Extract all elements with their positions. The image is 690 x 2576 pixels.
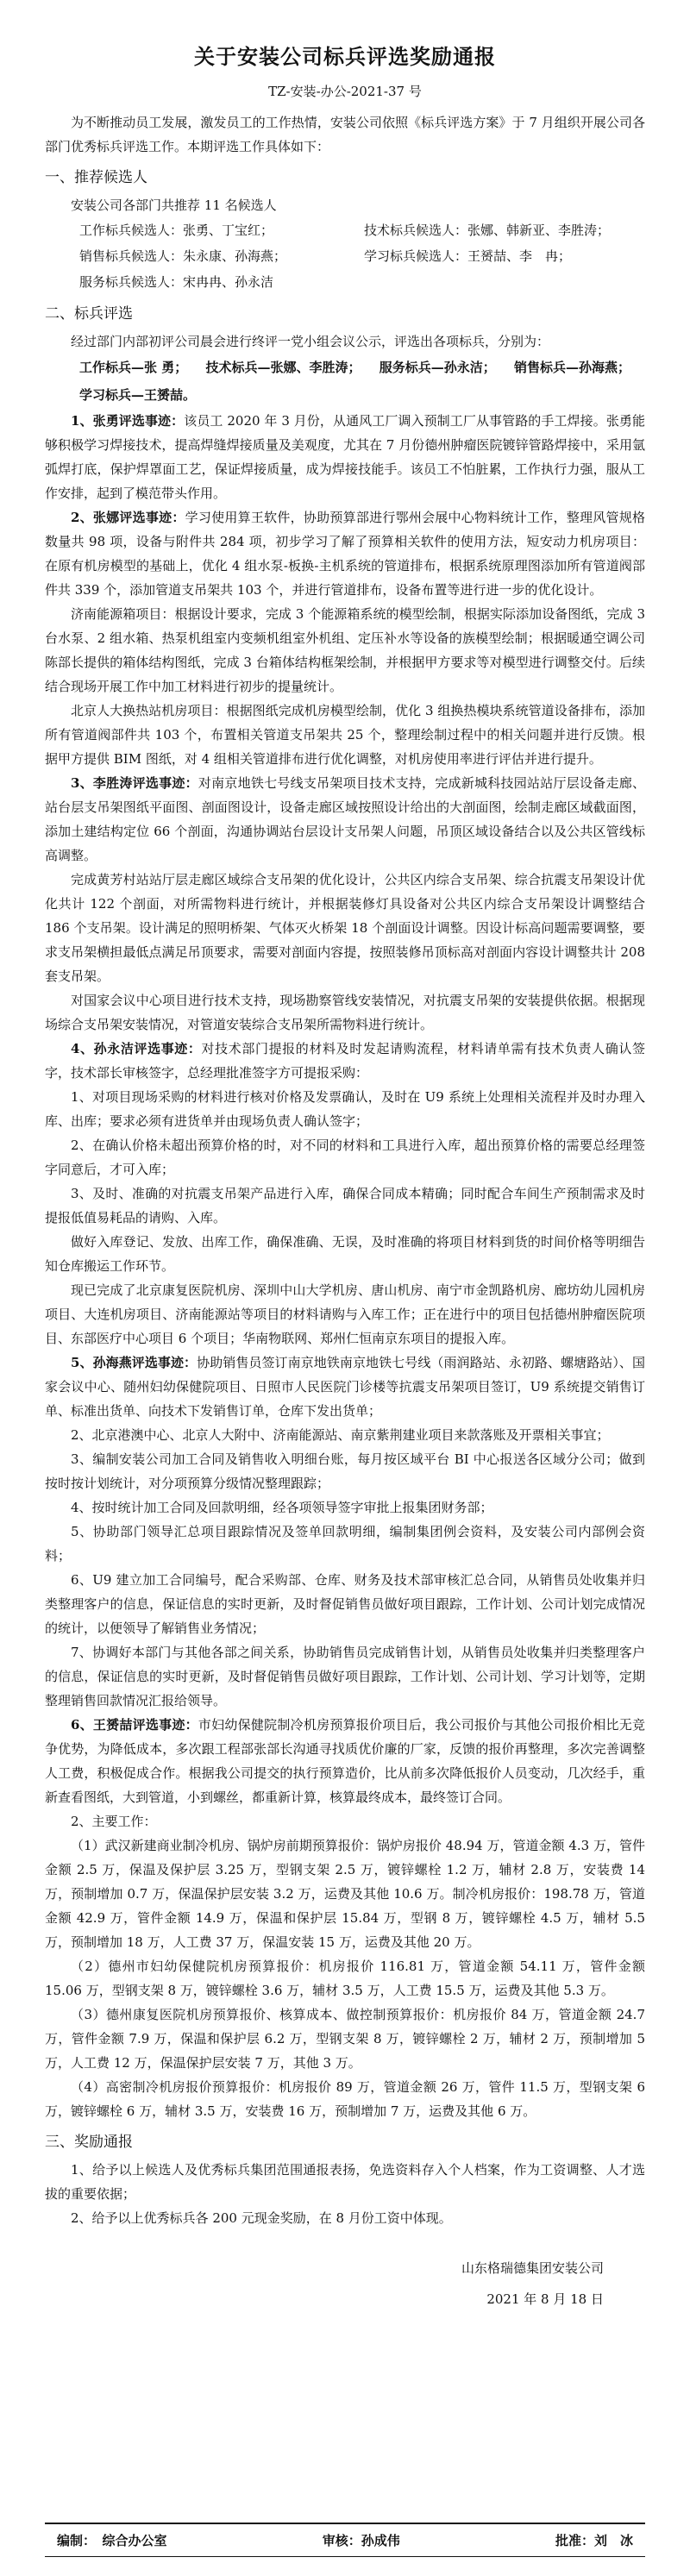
signature-block [45, 2253, 645, 2315]
citation-text: 对南京地铁七号线支吊架项目技术支持，完成新城科技园站站厅层设备走廊、站台层支吊架图纸平面图、剖面图设计，设备走廊区域按照设计给出的大剖面图，绘制走廊区域截面图，添加土建结构定位 66 个剖面，沟通协调站台层设计支吊架人问题，吊顶区域设备结合以及公共区管线标高调整。 [45, 775, 645, 863]
detail-paragraph: 1、对项目现场采购的材料进行核对价格及发票确认，及时在 U9 系统上处理相关流程并及时办理入库、出库；要求必须有进货单并由现场负责人确认签字； [45, 1089, 645, 1129]
candidate-grid [45, 217, 645, 295]
citation-text: 协助销售员签订南京地铁南京地铁七号线（雨润路站、永初路、螺塘路站）、国家会议中心、随州妇幼保健院项目、日照市人民医院门诊楼等抗震支吊架项目签订，U9 系统提交销售订单、标准出货单、向技术下发销售订单，仓库下发出货单； [45, 1355, 645, 1419]
approval-footer [45, 2523, 645, 2557]
candidate-cell: 技术标兵候选人：张娜、韩新亚、李胜涛； [364, 223, 611, 238]
reward-item: 1、给予以上候选人及优秀标兵集团范围通报表扬，免选资料存入个人档案，作为工资调整、人才选拔的重要依据； [45, 2162, 645, 2202]
section-1-lead: 安装公司各部门共推荐 11 名候选人 [71, 197, 277, 213]
winner-item: 工作标兵—张 勇； [79, 360, 188, 375]
section-1-heading: 一、推荐候选人 [45, 169, 147, 186]
detail-paragraph: （1）武汉新建商业制冷机房、锅炉房前期预算报价：锅炉房报价 48.94 万，管道金额 4.3 万，管件金额 2.5 万，保温及保护层 3.25 万，型钢支架 2.5 万，镀锌螺栓 1.2 万，辅材 2.8 万，安装费 14 万，预制增加 0.7 万，保温保护层安装 3.2 万，运费及其他 10.6 万。制冷机房报价：198.78 万，管道金额 42.9 万，管件金额 14.9 万，保温和保护层 15.84 万，型钢 8 万，镀锌螺栓 4.5 万，辅材 5.5 万，预制增加 18 万，人工费 37 万，保温安装 15 万，运费及其他 20 万。 [45, 1838, 645, 1950]
detail-paragraph: 3、及时、准确的对抗震支吊架产品进行入库，确保合同成本精确；同时配合车间生产预制需求及时提报低值易耗品的请购、入库。 [45, 1186, 645, 1225]
candidate-cell: 工作标兵候选人：张勇、丁宝红； [79, 223, 274, 238]
winner-list [45, 354, 645, 409]
citation-list [45, 409, 645, 2123]
candidate-cell: 学习标兵候选人：王赟喆、李 冉； [364, 248, 572, 264]
document-title: 关于安装公司标兵评选奖励通报 [194, 44, 496, 69]
citation-heading: 5、孙海燕评选事迹： [71, 1355, 198, 1370]
detail-paragraph: 现已完成了北京康复医院机房、深圳中山大学机房、唐山机房、南宁市金凯路机房、廊坊幼儿园机房项目、大连机房项目、济南能源站等项目的材料请购与入库工作；正在进行中的项目包括德州肿瘤医院项目、东部医疗中心项目 6 个项目；华南物联网、郑州仁恒南京东项目的提报入库。 [45, 1282, 645, 1346]
detail-paragraph: 做好入库登记、发放、出库工作，确保准确、无误，及时准确的将项目材料到货的时间价格等明细告知仓库搬运工作环节。 [45, 1234, 645, 1274]
detail-paragraph: 2、北京港澳中心、北京人大附中、济南能源站、南京紫荆建业项目来款落账及开票相关事宜； [71, 1427, 610, 1443]
section-2-lead: 经过部门内部初评公司晨会进行终评一党小组会议公示，评选出各项标兵，分别为： [71, 334, 550, 349]
reward-item: 2、给予以上优秀标兵各 200 元现金奖励，在 8 月份工资中体现。 [71, 2210, 452, 2226]
detail-paragraph: （3）德州康复医院机房预算报价、核算成本、做控制预算报价：机房报价 84 万，管道金额 24.7 万，管件金额 7.9 万，保温和保护层 6.2 万，型钢支架 8 万，镀锌螺栓 2 万，辅材 2 万，预制增加 5 万，人工费 12 万，保温保护层安装 7 万，其他 3 万。 [45, 2007, 645, 2071]
citation-heading: 4、孙永洁评选事迹： [71, 1041, 202, 1056]
citation-paragraph [45, 1713, 645, 1809]
detail-paragraph: （4）高密制冷机房报价预算报价：机房报价 89 万，管道金额 26 万，管件 11.5 万，型钢支架 6 万，镀锌螺栓 6 万，辅材 3.5 万，安装费 16 万，预制增加 7 万，运费及其他 6 万。 [45, 2079, 645, 2119]
candidate-cell [364, 269, 683, 295]
issue-date: 2021 年 8 月 18 日 [486, 2291, 604, 2307]
citation-paragraph [45, 1037, 645, 1085]
candidate-cell: 服务标兵候选人：宋冉冉、孙永洁 [79, 274, 274, 290]
winner-item: 技术标兵—张娜、李胜涛； [205, 360, 361, 375]
winner-item: 销售标兵—孙海燕； [513, 360, 630, 375]
citation-heading: 3、李胜涛评选事迹： [71, 775, 198, 791]
citation-heading: 2、张娜评选事迹： [71, 510, 185, 525]
approver-field: 批准：刘 冰 [555, 2533, 633, 2548]
citation-text: 该员工 2020 年 3 月份，从通风工厂调入预制工厂从事管路的手工焊接。张勇能够积极学习焊接技术，提高焊缝焊接质量及美观度，尤其在 7 月份德州肿瘤医院镀锌管路焊接中，采用氩弧焊打底，保护焊罩面工艺，保证焊接质量，成为焊接技能手。该员工不怕脏累，工作执行力强，服从工作安排，起到了模范带头作用。 [45, 413, 645, 501]
citation-text: 学习使用算王软件，协助预算部进行鄂州会展中心物料统计工作，整理风管规格数量共 98 项，设备与附件共 284 项，初步学习了解了预算相关软件的使用方法，短安动力机房项目：在原有机房模型的基础上，优化 4 组水泵-板换-主机系统的管道排布，根据系统原理图添加所有管道阀部件共 339 个，添加管道支吊架共 103 个，并进行管道排布，设备布置等进行进一步的优化设计。 [45, 510, 645, 598]
document-number: TZ-安装-办公-2021-37 号 [268, 84, 422, 99]
citation-text: 市妇幼保健院制冷机房预算报价项目后，我公司报价与其他公司报价相比无竞争优势，为降低成本，多次跟工程部张部长沟通寻找质优价廉的厂家，反馈的报价再整理，多次完善调整人工费，积极促成合作。根据我公司提交的执行预算造价，比从前多次降低报价人员变动，几次经手，重新查看图纸，大到管道，小到螺丝，都重新计算，核算最终成本，最终签订合同。 [45, 1717, 645, 1805]
detail-paragraph: 6、U9 建立加工合同编号，配合采购部、仓库、财务及技术部审核汇总合同，从销售员处收集并归类整理客户的信息，保证信息的实时更新，及时督促销售员做好项目跟踪，工作计划、公司计划完成情况的统计，以便领导了解销售业务情况； [45, 1572, 645, 1636]
intro-paragraph: 为不断推动员工发展，激发员工的工作热情，安装公司依照《标兵评选方案》于 7 月组织开展公司各部门优秀标兵评选工作。本期评选工作具体如下： [45, 115, 645, 154]
detail-paragraph: 对国家会议中心项目进行技术支持，现场勘察管线安装情况，对抗震支吊架的安装提供依据。根据现场综合支吊架安装情况，对管道安装综合支吊架所需物料进行统计。 [45, 993, 645, 1032]
citation-heading: 6、王赟喆评选事迹： [71, 1717, 198, 1733]
section-2-heading: 二、标兵评选 [45, 305, 133, 323]
citation-text: 对技术部门提报的材料及时发起请购流程，材料请单需有技术负责人确认签字，技术部长审核签字，总经理批准签字方可提报采购： [45, 1041, 645, 1081]
reviewer-field: 审核：孙成伟 [322, 2533, 400, 2548]
detail-paragraph: 北京人大换热站机房项目：根据图纸完成机房模型绘制，优化 3 组换热模块系统管道设备排布，添加所有管道阀部件共 103 个，布置相关管道支吊架共 25 个，整理绘制过程中的相关问题并进行反馈。根据甲方提供 BIM 图纸，对 4 组相关管道排布进行优化调整，对机房使用率进行评估并进行提升。 [45, 703, 645, 767]
section-3-heading: 三、奖励通报 [45, 2134, 133, 2151]
citation-paragraph [45, 1351, 645, 1423]
detail-paragraph: 4、按时统计加工合同及回款明细，经各项领导签字审批上报集团财务部； [71, 1500, 493, 1515]
candidate-cell: 销售标兵候选人：朱永康、孙海燕； [79, 248, 287, 264]
detail-paragraph: 5、协助部门领导汇总项目跟踪情况及签单回款明细，编制集团例会资料，及安装公司内部例会资料； [45, 1524, 645, 1564]
editor-field: 编制： 综合办公室 [57, 2533, 167, 2548]
detail-paragraph: 7、协调好本部门与其他各部之间关系，协助销售员完成销售计划，从销售员处收集并归类整理客户的信息，保证信息的实时更新，及时督促销售员做好项目跟踪，工作计划、公司计划、学习计划等，定期整理销售回款情况汇报给领导。 [45, 1645, 645, 1708]
winner-item: 服务标兵—孙永洁； [379, 360, 496, 375]
detail-paragraph: 3、编制安装公司加工合同及销售收入明细台账，每月按区域平台 BI 中心报送各区域分公司；做到按时按计划统计，对分项预算分级情况整理跟踪； [45, 1451, 645, 1491]
issuer-name: 山东格瑞德集团安装公司 [461, 2260, 604, 2276]
detail-paragraph: 完成黄芳村站站厅层走廊区域综合支吊架的优化设计，公共区内综合支吊架、综合抗震支吊架设计优化共计 122 个剖面，对所需物料进行统计，并根据装修灯具设备对公共区内综合支吊架设计调整结合 186 个支吊架。设计满足的照明桥架、气体灭火桥架 18 个剖面设计调整。因设计标高问题需要调整，要求支吊架横担最低点满足吊顶要求，需要对剖面内容提，按照装修吊顶标高对剖面内容设计调整共计 208 套支吊架。 [45, 872, 645, 984]
citation-paragraph [45, 409, 645, 505]
detail-paragraph: （2）德州市妇幼保健院机房预算报价：机房报价 116.81 万，管道金额 54.11 万，管件金额 15.06 万，型钢支架 8 万，镀锌螺栓 3.6 万，辅材 3.5 万，人工费 15.5 万，运费及其他 5.3 万。 [45, 1959, 645, 1998]
citation-paragraph [45, 771, 645, 868]
detail-paragraph: 2、在确认价格未超出预算价格的时，对不同的材料和工具进行入库，超出预算价格的需要总经理签字同意后，才可入库； [45, 1138, 645, 1177]
citation-heading: 1、张勇评选事迹： [71, 413, 185, 429]
winner-item: 学习标兵—王赟喆。 [79, 387, 197, 403]
detail-paragraph: 济南能源箱项目：根据设计要求，完成 3 个能源箱系统的模型绘制，根据实际添加设备图纸，完成 3 台水泵、2 组水箱、热泵机组室内变频机组室外机组、定压补水等设备的族模型绘制；根据暖通空调公司陈部长提供的箱体结构图纸，完成 3 台箱体结构框架绘制，并根据甲方要求等对模型进行调整交付。后续结合现场开展工作中加工材料进行初步的提量统计。 [45, 606, 645, 694]
citation-paragraph [45, 505, 645, 602]
detail-paragraph: 2、主要工作： [71, 1814, 157, 1829]
